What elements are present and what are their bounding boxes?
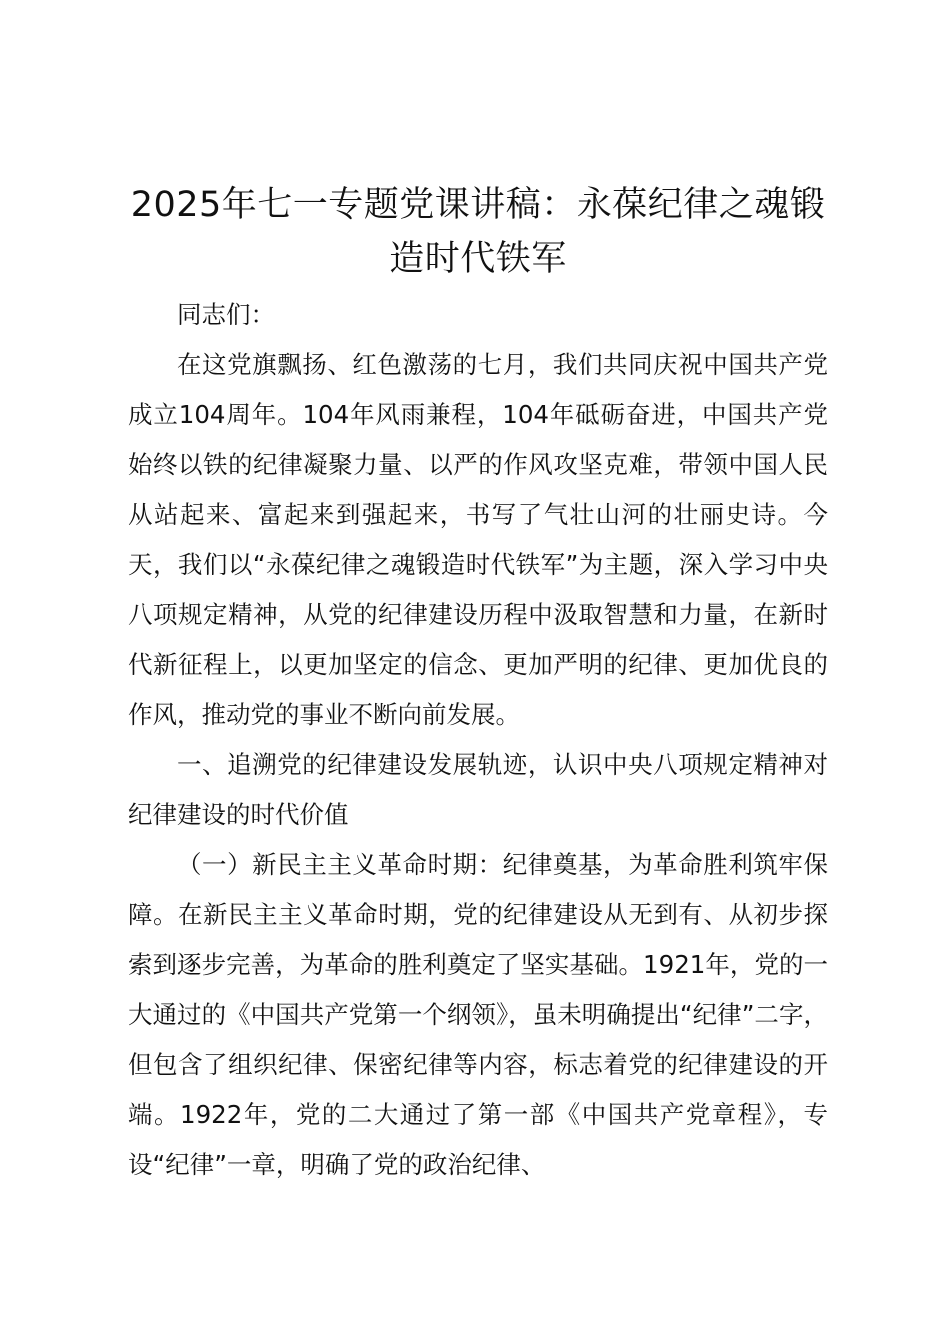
document-page <box>128 178 828 1190</box>
section-heading-1: 一、追溯党的纪律建设发展轨迹，认识中央八项规定精神对纪律建设的时代价值 <box>128 750 828 829</box>
paragraph-subsection-1: （一）新民主主义革命时期：纪律奠基，为革命胜利筑牢保障。在新民主主义革命时期，党的纪律建设从无到有、从初步探索到逐步完善，为革命的胜利奠定了坚实基础。1921年，党的一大通过的《中国共产党第一个纲领》，虽未明确提出“纪律”二字，但包含了组织纪律、保密纪律等内容，标志着党的纪律建设的开端。1922年，党的二大通过了第一部《中国共产党章程》，专设“纪律”一章，明确了党的政治纪律、 <box>128 850 828 1179</box>
paragraph-intro: 在这党旗飘扬、红色激荡的七月，我们共同庆祝中国共产党成立104周年。104年风雨兼程，104年砥砺奋进，中国共产党始终以铁的纪律凝聚力量、以严的作风攻坚克难，带领中国人民从站起来、富起来到强起来，书写了气壮山河的壮丽史诗。今天，我们以“永葆纪律之魂锻造时代铁军”为主题，深入学习中央八项规定精神，从党的纪律建设历程中汲取智慧和力量，在新时代新征程上，以更加坚定的信念、更加严明的纪律、更加优良的作风，推动党的事业不断向前发展。 <box>128 350 828 729</box>
document-title: 2025年七一专题党课讲稿：永葆纪律之魂锻造时代铁军 <box>130 185 826 279</box>
salutation: 同志们： <box>177 300 275 329</box>
